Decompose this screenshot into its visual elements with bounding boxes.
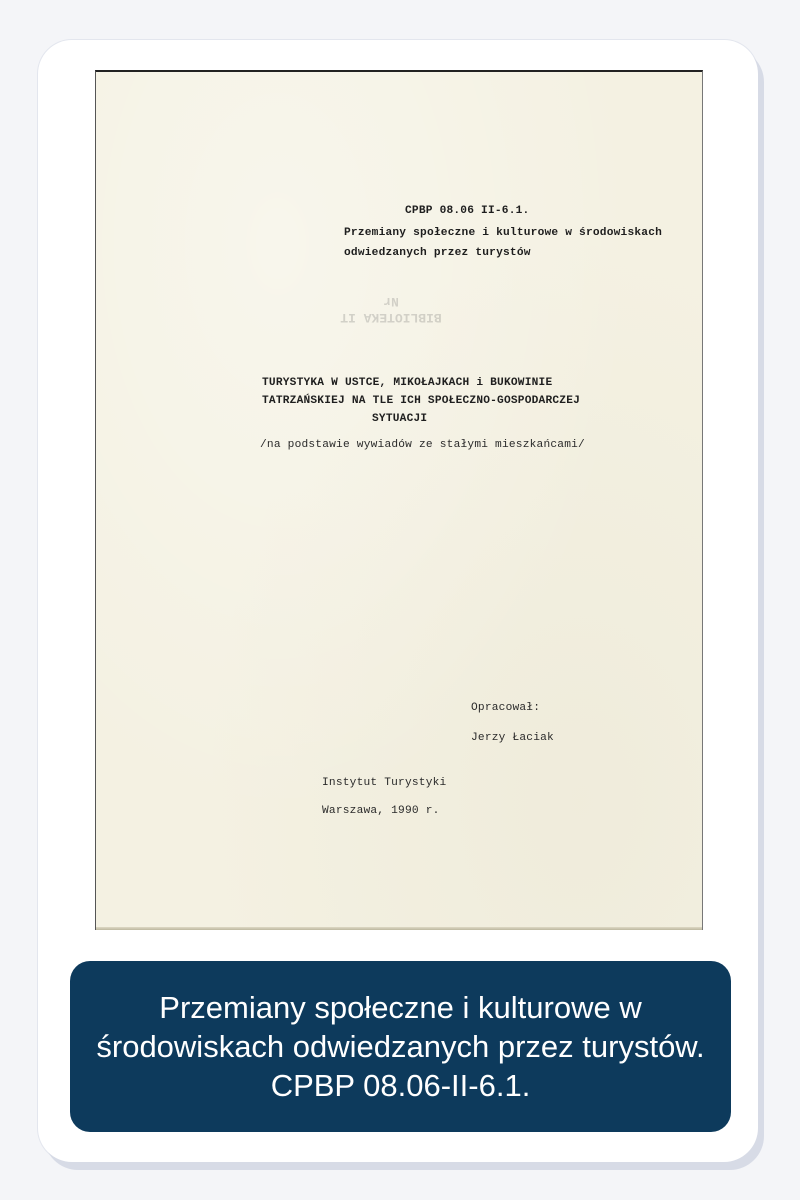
caption-text: Przemiany społeczne i kulturowe w środowiskach odwiedzanych przez turystów. CPBP 08.06-II-6.1. <box>96 990 705 1103</box>
subtitle: /na podstawie wywiadów ze stałymi mieszkańcami/ <box>260 439 585 451</box>
title-line-1: TURYSTYKA W USTCE, MIKOŁAJKACH i BUKOWINIE <box>262 377 553 389</box>
document-scan <box>95 70 703 930</box>
title-line-3: SYTUACJI <box>372 413 428 425</box>
program-title-line-1: Przemiany społeczne i kulturowe w środowiskach <box>344 227 663 239</box>
place-and-date: Warszawa, 1990 r. <box>322 805 440 817</box>
title-line-2: TATRZAŃSKIEJ NA TLE ICH SPOŁECZNO-GOSPODARCZEJ <box>262 395 581 407</box>
scan-bottom-edge <box>96 927 702 930</box>
program-title-line-2: odwiedzanych przez turystów <box>344 247 531 259</box>
project-code: CPBP 08.06 II-6.1. <box>405 205 530 217</box>
library-stamp: BIBLIOTEKA IT Nr <box>340 294 442 325</box>
caption-box <box>70 961 731 1132</box>
prepared-by-label: Opracował: <box>471 702 541 714</box>
institution-name: Instytut Turystyki <box>322 777 447 789</box>
author-name: Jerzy Łaciak <box>471 732 554 744</box>
